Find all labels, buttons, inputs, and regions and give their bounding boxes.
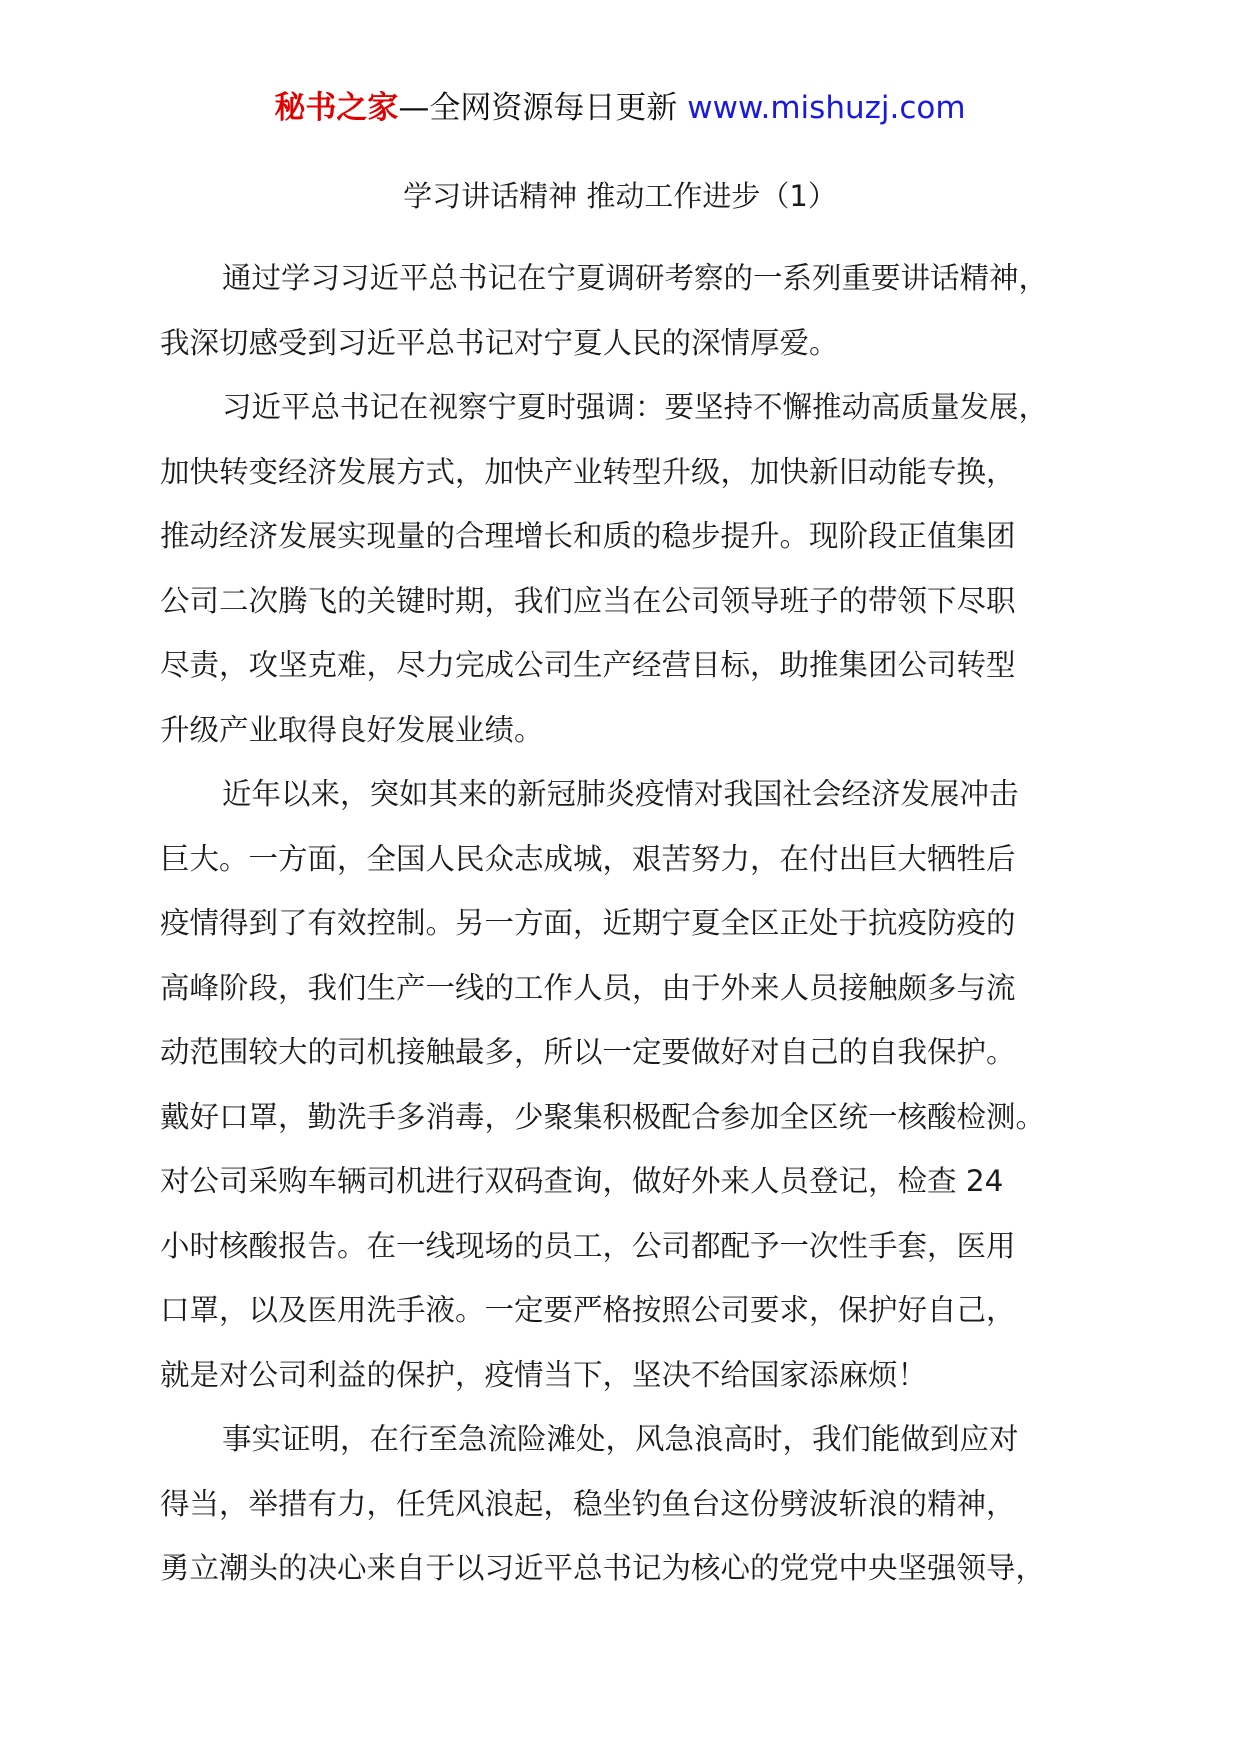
body-line: 勇立潮头的决心来自于以习近平总书记为核心的党党中央坚强领导， [160,1551,1046,1585]
body-line: 对公司采购车辆司机进行双码查询，做好外来人员登记，检查 24 [160,1164,1004,1198]
body-line: 加快转变经济发展方式，加快产业转型升级，加快新旧动能专换， [160,454,1016,489]
body-line: 尽责，攻坚克难，尽力完成公司生产经营目标，助推集团公司转型 [160,648,1016,682]
site-brand: 秘书之家 [274,90,399,126]
body-line: 得当，举措有力，任凭风浪起，稳坐钓鱼台这份劈波斩浪的精神， [160,1486,1016,1521]
document-body [160,246,1100,1601]
body-line: 推动经济发展实现量的合理增长和质的稳步提升。现阶段正值集团 [160,519,1016,553]
body-line: 近年以来，突如其来的新冠肺炎疫情对我国社会经济发展冲击 [222,777,1019,811]
body-line: 动范围较大的司机接触最多，所以一定要做好对自己的自我保护。 [160,1035,1016,1069]
site-header [0,86,1240,130]
body-line: 高峰阶段，我们生产一线的工作人员，由于外来人员接触颇多与流 [160,970,1016,1005]
body-line: 疫情得到了有效控制。另一方面，近期宁夏全区正处于抗疫防疫的 [160,906,1016,940]
body-line: 戴好口罩，勤洗手多消毒，少聚集积极配合参加全区统一核酸检测。 [160,1099,1046,1134]
site-tagline: —全网资源每日更新 [398,90,678,126]
body-line: 通过学习习近平总书记在宁夏调研考察的一系列重要讲话精神， [222,261,1049,295]
body-line: 口罩，以及医用洗手液。一定要严格按照公司要求，保护好自己， [160,1293,1016,1327]
body-line: 我深切感受到习近平总书记对宁夏人民的深情厚爱。 [160,325,839,360]
body-line: 公司二次腾飞的关键时期，我们应当在公司领导班子的带领下尽职 [160,583,1016,618]
body-line: 巨大。一方面，全国人民众志成城，艰苦努力，在付出巨大牺牲后 [160,841,1016,876]
body-line: 习近平总书记在视察宁夏时强调：要坚持不懈推动高质量发展， [222,390,1049,424]
body-line: 升级产业取得良好发展业绩。 [160,712,544,747]
body-line: 事实证明，在行至急流险滩处，风急浪高时，我们能做到应对 [222,1422,1019,1456]
document-title: 学习讲话精神 推动工作进步（1） [403,179,837,213]
body-line: 小时核酸报告。在一线现场的员工，公司都配予一次性手套，医用 [160,1228,1016,1263]
site-url-link[interactable]: www.mishuzj.com [687,90,966,126]
body-line: 就是对公司利益的保护，疫情当下，坚决不给国家添麻烦！ [160,1357,928,1392]
